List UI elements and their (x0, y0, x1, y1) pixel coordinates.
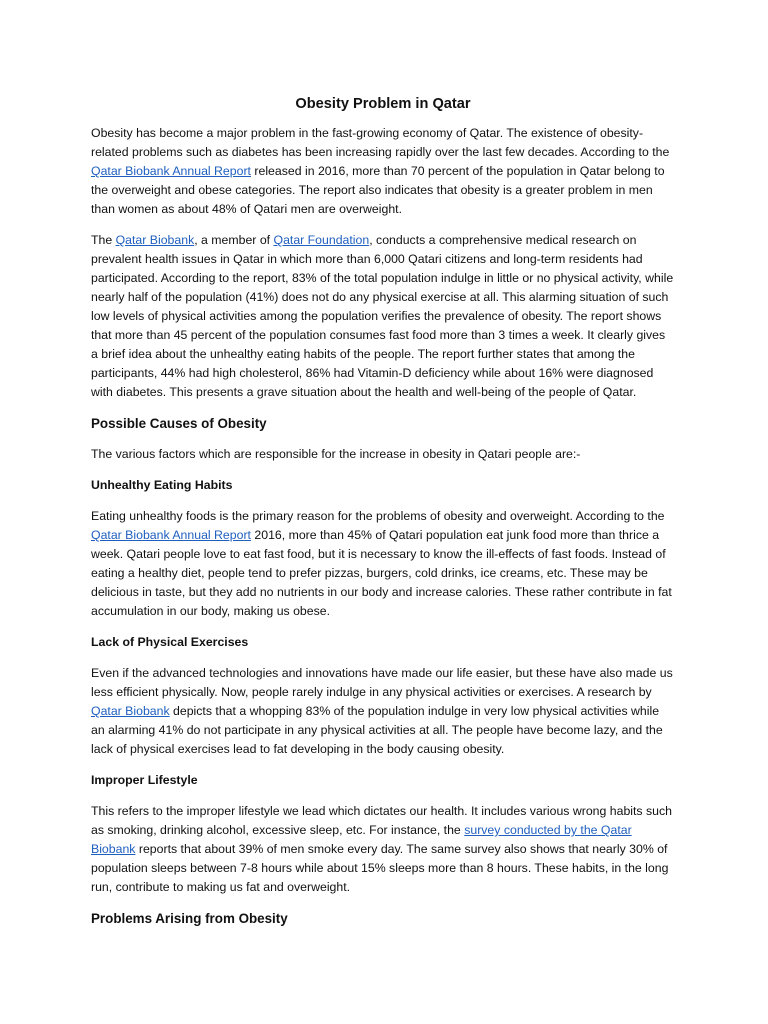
heading-improper-lifestyle: Improper Lifestyle (91, 773, 198, 787)
text-span: Even if the advanced technologies and innovations have made our life easier, but these have also made us less efficient physically. Now, people rarely indulge in any physical activities or exercises. A research by (91, 666, 673, 699)
qatar-biobank-link[interactable]: Qatar Biobank (115, 233, 195, 247)
intro-paragraph (91, 124, 675, 219)
heading-problems-arising: Problems Arising from Obesity (91, 911, 288, 926)
text-span: reports that about 39% of men smoke every day. The same survey also shows that nearly 30% of population sleeps between 7-8 hours while about 15% sleeps more than 8 hours. These habits, in the long run, contribute to making us fat and overweight. (91, 842, 669, 894)
text-span: released in 2016, more than 70 percent of the population in Qatar belong to the overweight and obese categories. The report also indicates that obesity is a greater problem in men than women as about 48% of Qatari men are overweight. (91, 164, 665, 216)
text-span: depicts that a whopping 83% of the population indulge in very low physical activities while an alarming 41% do not participate in any physical activities at all. The people have become lazy, and the lack of physical exercises lead to fat developing in the body causing obesity. (91, 704, 663, 756)
eating-paragraph (91, 507, 675, 621)
page-title: Obesity Problem in Qatar (295, 96, 471, 112)
survey-qatar-biobank-link[interactable]: survey conducted by the Qatar Biobank (91, 823, 632, 856)
text-span: Eating unhealthy foods is the primary reason for the problems of obesity and overweight. According to the (91, 509, 665, 523)
text-span: , a member of (194, 233, 274, 247)
lifestyle-paragraph (91, 802, 675, 897)
text-span: This refers to the improper lifestyle we lead which dictates our health. It includes various wrong habits such as smoking, drinking alcohol, excessive sleep, etc. For instance, the (91, 804, 672, 837)
text-span: Obesity has become a major problem in the fast-growing economy of Qatar. The existence of obesity-related problems such as diabetes has been increasing rapidly over the last few decades. According to the (91, 126, 670, 159)
heading-possible-causes: Possible Causes of Obesity (91, 416, 267, 431)
text-span: The (91, 233, 116, 247)
heading-lack-of-exercise: Lack of Physical Exercises (91, 635, 249, 649)
text-span: 2016, more than 45% of Qatari population eat junk food more than thrice a week. Qatari people love to eat fast food, but it is necessary to know the ill-effects of fast foods. Instead of eating a healthy diet, people tend to prefer pizzas, burgers, cold drinks, ice creams, etc. These may be delicious in taste, but they add no nutrients in our body and increase calories. These rather contribute in fat accumulation in our body, making us obese. (91, 528, 672, 618)
qatar-biobank-annual-report-link[interactable]: Qatar Biobank Annual Report (91, 164, 251, 178)
qatar-biobank-link[interactable]: Qatar Biobank (91, 704, 170, 718)
biobank-paragraph (91, 231, 675, 402)
qatar-biobank-annual-report-link[interactable]: Qatar Biobank Annual Report (91, 528, 251, 542)
heading-unhealthy-eating: Unhealthy Eating Habits (91, 478, 233, 492)
causes-intro-paragraph: The various factors which are responsible for the increase in obesity in Qatari people are:- (91, 447, 581, 461)
text-span: , conducts a comprehensive medical research on prevalent health issues in Qatar in which more than 6,000 Qatari citizens and long-term residents had participated. According to the report, 83% of the total population indulge in little or no physical activity, while nearly half of the population (41%) does not do any physical exercise at all. This alarming situation of such low levels of physical activities among the population verifies the prevalence of obesity. The report shows that more than 45 percent of the population consumes fast food more than 3 times a week. It clearly gives a brief idea about the unhealthy eating habits of the people. The report further states that among the participants, 44% had high cholesterol, 86% had Vitamin-D deficiency while about 16% were diagnosed with diabetes. This presents a grave situation about the health and well-being of the people of Qatar. (91, 233, 674, 399)
qatar-foundation-link[interactable]: Qatar Foundation (273, 233, 370, 247)
exercise-paragraph (91, 664, 675, 759)
